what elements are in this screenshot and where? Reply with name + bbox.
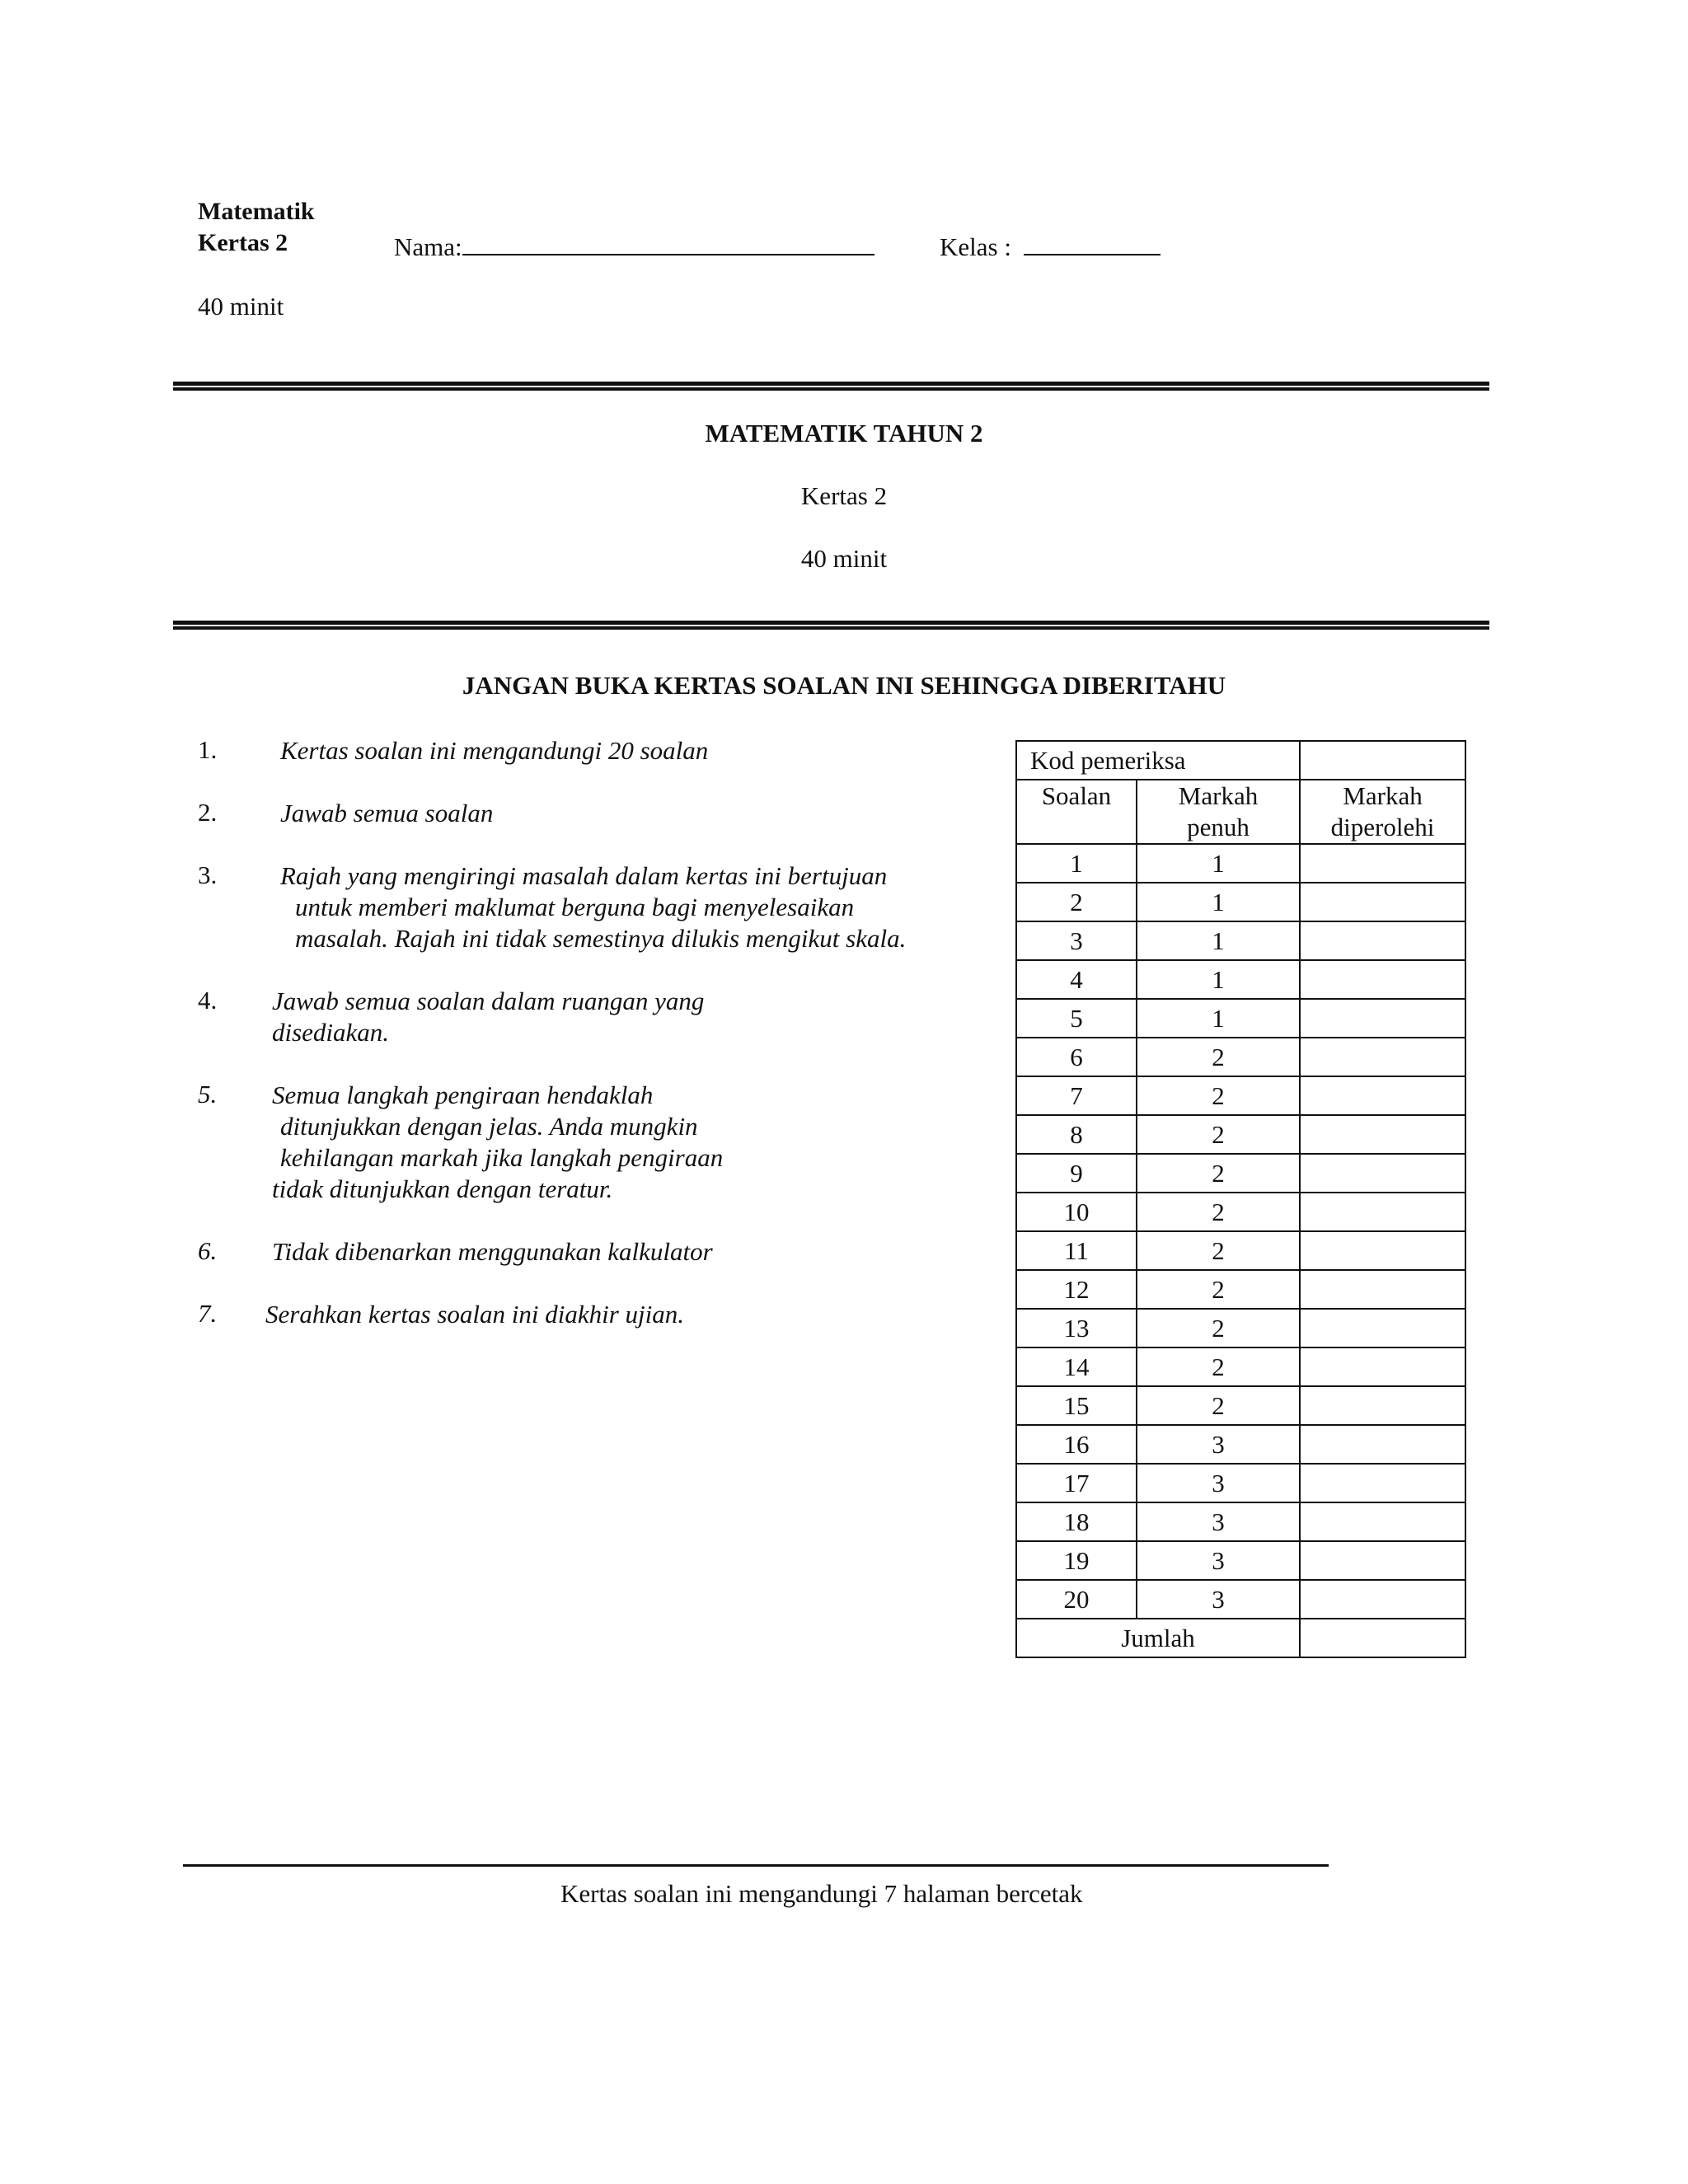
instruction-number: 4.: [198, 986, 218, 1015]
question-number: 17: [1016, 1464, 1137, 1502]
table-row: [1016, 1038, 1465, 1076]
question-number: 15: [1016, 1386, 1137, 1425]
obtained-marks-blank[interactable]: [1300, 1076, 1465, 1115]
question-number: 19: [1016, 1541, 1137, 1580]
full-marks: 2: [1137, 1231, 1300, 1270]
table-row: [1016, 960, 1465, 999]
class-field[interactable]: [940, 229, 1160, 262]
question-number: 9: [1016, 1154, 1137, 1193]
score-table: [1015, 740, 1466, 1658]
col-full-label-1: Markah: [1178, 781, 1259, 810]
footer-rule: [183, 1864, 1329, 1867]
col-header-question: [1016, 780, 1137, 844]
full-marks: 2: [1137, 1154, 1300, 1193]
instruction-line: Rajah yang mengiringi masalah dalam kertas ini bertujuan: [280, 861, 888, 890]
exam-title: MATEMATIK TAHUN 2: [705, 419, 983, 448]
table-row: [1016, 1309, 1465, 1347]
instruction-number: 3.: [198, 860, 218, 889]
table-row: [1016, 1464, 1465, 1502]
table-row: [1016, 1076, 1465, 1115]
full-marks: 1: [1137, 844, 1300, 883]
instruction-number: 1.: [198, 735, 218, 764]
question-number: 11: [1016, 1231, 1137, 1270]
full-marks: 1: [1137, 960, 1300, 999]
full-marks: 3: [1137, 1464, 1300, 1502]
table-row: [1016, 1541, 1465, 1580]
exam-paper: Kertas 2: [800, 481, 888, 510]
col-question-label: Soalan: [1041, 781, 1112, 810]
instruction-number: 5.: [198, 1080, 218, 1108]
obtained-marks-blank[interactable]: [1300, 921, 1465, 960]
obtained-marks-blank[interactable]: [1300, 1309, 1465, 1347]
footer-text: Kertas soalan ini mengandungi 7 halaman bercetak: [560, 1879, 1083, 1908]
table-row: [1016, 1193, 1465, 1231]
question-number: 3: [1016, 921, 1137, 960]
name-label: Nama:: [394, 232, 462, 261]
full-marks: 1: [1137, 999, 1300, 1038]
score-rows: [1016, 844, 1465, 1619]
col-header-obtained: [1300, 780, 1465, 844]
full-marks: 2: [1137, 1270, 1300, 1309]
full-marks: 2: [1137, 1193, 1300, 1231]
obtained-marks-blank[interactable]: [1300, 1347, 1465, 1386]
table-row: [1016, 921, 1465, 960]
table-row: [1016, 1425, 1465, 1464]
question-number: 13: [1016, 1309, 1137, 1347]
obtained-marks-blank[interactable]: [1300, 1115, 1465, 1154]
col-obtained-label-2: diperolehi: [1330, 813, 1435, 841]
class-blank[interactable]: [1024, 229, 1160, 255]
full-marks: 1: [1137, 883, 1300, 921]
instruction-line: kehilangan markah jika langkah pengiraan: [280, 1143, 724, 1172]
table-row: [1016, 844, 1465, 883]
table-row: [1016, 1154, 1465, 1193]
total-blank[interactable]: [1300, 1619, 1465, 1657]
col-header-full-marks: [1137, 780, 1300, 844]
obtained-marks-blank[interactable]: [1300, 1386, 1465, 1425]
question-number: 18: [1016, 1502, 1137, 1541]
obtained-marks-blank[interactable]: [1300, 1502, 1465, 1541]
obtained-marks-blank[interactable]: [1300, 883, 1465, 921]
table-row: [1016, 1115, 1465, 1154]
instruction-line: Kertas soalan ini mengandungi 20 soalan: [280, 736, 709, 765]
table-title-blank[interactable]: [1300, 741, 1465, 780]
instruction-line: untuk memberi maklumat berguna bagi menyelesaikan: [295, 893, 855, 921]
instruction-number: 7.: [198, 1299, 218, 1328]
table-row: [1016, 1502, 1465, 1541]
name-blank[interactable]: [462, 229, 874, 255]
name-field[interactable]: [394, 229, 874, 262]
obtained-marks-blank[interactable]: [1300, 1580, 1465, 1619]
obtained-marks-blank[interactable]: [1300, 999, 1465, 1038]
obtained-marks-blank[interactable]: [1300, 1154, 1465, 1193]
question-number: 4: [1016, 960, 1137, 999]
question-number: 16: [1016, 1425, 1137, 1464]
instruction-number: 2.: [198, 798, 218, 827]
instruction-line: ditunjukkan dengan jelas. Anda mungkin: [280, 1112, 698, 1141]
table-row: [1016, 1347, 1465, 1386]
full-marks: 1: [1137, 921, 1300, 960]
full-marks: 3: [1137, 1541, 1300, 1580]
warning-notice: JANGAN BUKA KERTAS SOALAN INI SEHINGGA DIBERITAHU: [462, 671, 1226, 700]
instruction-line: Jawab semua soalan: [280, 799, 494, 827]
table-title: Kod pemeriksa: [1016, 741, 1300, 780]
full-marks: 2: [1137, 1347, 1300, 1386]
col-obtained-label-1: Markah: [1343, 781, 1423, 810]
instruction-line: Jawab semua soalan dalam ruangan yang: [272, 987, 705, 1015]
question-number: 5: [1016, 999, 1137, 1038]
instruction-line: masalah. Rajah ini tidak semestinya dilukis mengikut skala.: [295, 924, 907, 953]
instruction-line: Serahkan kertas soalan ini diakhir ujian.: [265, 1300, 685, 1329]
full-marks: 2: [1137, 1076, 1300, 1115]
full-marks: 2: [1137, 1038, 1300, 1076]
table-row: [1016, 1580, 1465, 1619]
question-number: 20: [1016, 1580, 1137, 1619]
question-number: 10: [1016, 1193, 1137, 1231]
obtained-marks-blank[interactable]: [1300, 1425, 1465, 1464]
obtained-marks-blank[interactable]: [1300, 1038, 1465, 1076]
obtained-marks-blank[interactable]: [1300, 1541, 1465, 1580]
obtained-marks-blank[interactable]: [1300, 1270, 1465, 1309]
instruction-line: disediakan.: [272, 1018, 390, 1047]
question-number: 7: [1016, 1076, 1137, 1115]
full-marks: 2: [1137, 1309, 1300, 1347]
table-row: [1016, 883, 1465, 921]
question-number: 8: [1016, 1115, 1137, 1154]
table-row: [1016, 1386, 1465, 1425]
full-marks: 2: [1137, 1115, 1300, 1154]
obtained-marks-blank[interactable]: [1300, 1231, 1465, 1270]
instruction-line: Semua langkah pengiraan hendaklah: [272, 1080, 654, 1109]
obtained-marks-blank[interactable]: [1300, 844, 1465, 883]
duration-label: 40 minit: [198, 292, 284, 321]
full-marks: 3: [1137, 1425, 1300, 1464]
class-label: Kelas :: [940, 232, 1011, 261]
instruction-line: tidak ditunjukkan dengan teratur.: [272, 1174, 613, 1203]
instruction-line: Tidak dibenarkan menggunakan kalkulator: [272, 1237, 713, 1266]
question-number: 1: [1016, 844, 1137, 883]
instruction-number: 6.: [198, 1236, 218, 1265]
subject-label: Matematik: [198, 198, 315, 225]
table-row: [1016, 999, 1465, 1038]
obtained-marks-blank[interactable]: [1300, 960, 1465, 999]
question-number: 12: [1016, 1270, 1137, 1309]
obtained-marks-blank[interactable]: [1300, 1193, 1465, 1231]
top-double-rule: [173, 382, 1489, 391]
total-label: Jumlah: [1016, 1619, 1300, 1657]
table-row: [1016, 1270, 1465, 1309]
full-marks: 2: [1137, 1386, 1300, 1425]
bottom-double-rule: [173, 621, 1489, 630]
question-number: 2: [1016, 883, 1137, 921]
exam-duration: 40 minit: [800, 544, 888, 573]
table-row: [1016, 1231, 1465, 1270]
question-number: 14: [1016, 1347, 1137, 1386]
full-marks: 3: [1137, 1580, 1300, 1619]
paper-label: Kertas 2: [198, 229, 288, 256]
question-number: 6: [1016, 1038, 1137, 1076]
col-full-label-2: penuh: [1187, 813, 1250, 841]
full-marks: 3: [1137, 1502, 1300, 1541]
obtained-marks-blank[interactable]: [1300, 1464, 1465, 1502]
